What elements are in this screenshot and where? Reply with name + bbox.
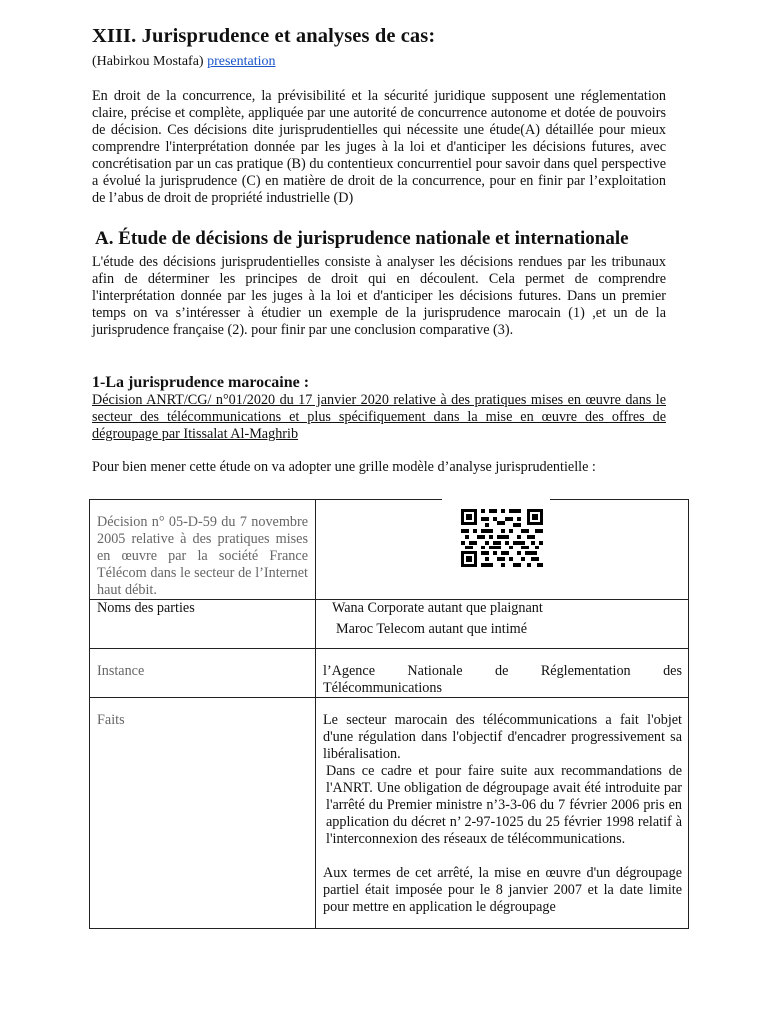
table-row [90,649,689,698]
faits-label: Faits [97,712,125,728]
decision-cell-text: Décision n° 05-D-59 du 7 novembre 2005 relative à des pratiques mises en œuvre par la société France Télécom dans le secteur de l’Internet haut débit. [97,514,308,598]
analysis-grid-table [89,499,689,929]
faits-paragraph-3: Aux termes de cet arrêté, la mise en œuvre d'un dégroupage partiel était imposée pour le 8 janvier 2007 et la date limite pour mettre en application le dégroupage [323,865,682,915]
instance-label-cell [90,649,316,698]
qr-code-icon [461,509,543,567]
section-heading: XIII. Jurisprudence et analyses de cas: [92,25,436,47]
instance-value [316,649,688,697]
subsection-1-title: 1-La jurisprudence marocaine : [92,374,310,391]
decision-reference: Décision ANRT/CG/ n°01/2020 du 17 janvier 2020 relative à des pratiques mises en œuvre dans le secteur des télécommunications et plus spécifiquement dans la mise en œuvre des offres de dégroupage par Itissalat Al-Maghrib [92,392,666,442]
author-line [92,54,276,70]
faits-paragraph-1: Le secteur marocain des télécommunications a fait l'objet d'une régulation dans l'objectif d'encadrer progressivement sa libéralisation. [323,712,682,762]
table-row [90,500,689,600]
parties-label-cell [90,600,316,649]
faits-value-cell [316,698,689,929]
table-top-border-gap [442,497,550,502]
qr-cell [316,500,689,600]
instance-value-cell [316,649,689,698]
instance-label: Instance [97,663,145,679]
table-row [90,698,689,929]
faits-paragraph-2: Dans ce cadre et pour faire suite aux recommandations de l'ANRT. Une obligation de dégroupage avait été introduite par l'arrêté du Premier ministre n’3-3-06 du 7 février 2006 pris en application du décret n’ 2-97-1025 du 25 février 1998 relatif à l'interconnexion des réseaux de télécommunications. [326,763,682,847]
decision-cell [90,500,316,600]
table-row [90,600,689,649]
section-a-title: A. Étude de décisions de jurisprudence nationale et internationale [95,228,629,249]
instance-text: l’Agence Nationale de Réglementation des Télécommunications [323,663,682,696]
party-plaintiff: Wana Corporate autant que plaignant [332,600,543,616]
party-defendant: Maroc Telecom autant que intimé [336,621,527,637]
section-a-paragraph: L'étude des décisions jurisprudentielles consiste à analyser les décisions rendues par les tribunaux afin de déterminer les principes de droit qui en découlent. Cela permet de comprendre l'interprétation donnée par les juges à la loi et d'anticiper les décisions futures. Dans un premier temps on va s’intéresser à étudier un exemple de la jurisprudence marocain (1) ,et un de la jurisprudence française (2). pour finir par une conclusion comparative (3). [92,254,666,338]
faits-label-cell [90,698,316,929]
intro-paragraph: En droit de la concurrence, la prévisibilité et la sécurité juridique supposent une réglementation claire, précise et complète, appliquée par une autorité de concurrence autonome et dotée de pouvoirs de décision. Ces décisions dite jurisprudentielles qui nécessite une étude(A) détaillée pour mieux comprendre l'interprétation donnée par les juges à la loi et d'anticiper les décisions futures, avec concrétisation par un cas pratique (B) du contentieux concurrentiel pour savoir dans quel perspective a évolué la jurisprudence (C) en matière de droit de la concurrence, pour en finir par l’exploitation de l’abus de droit de propriété industrielle (D) [92,88,666,206]
presentation-link[interactable]: presentation [207,54,276,69]
grid-intro-text: Pour bien mener cette étude on va adopter une grille modèle d’analyse jurisprudentielle : [92,459,596,475]
parties-value-cell [316,600,689,649]
parties-label: Noms des parties [97,600,195,616]
author-name: (Habirkou Mostafa) [92,54,204,69]
